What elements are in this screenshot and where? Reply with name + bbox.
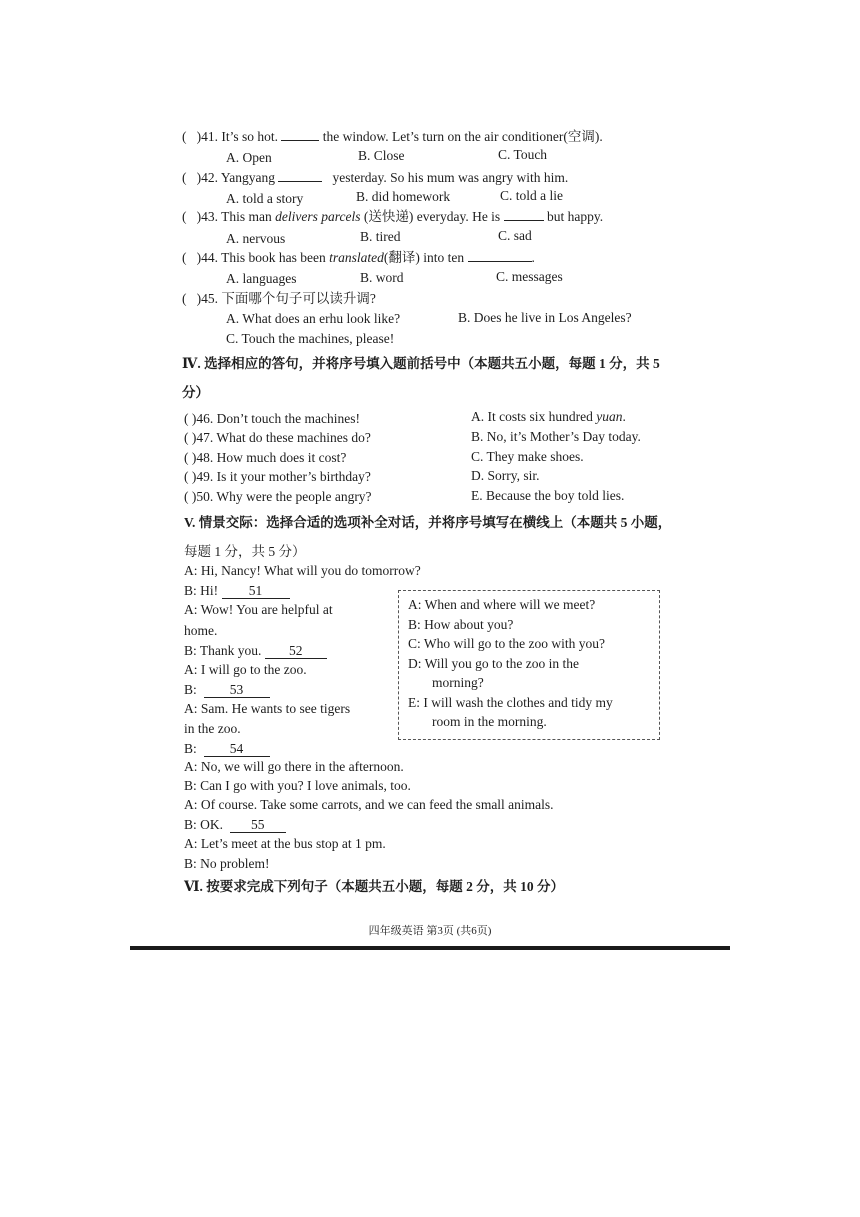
- section-4-title-cont: 分）: [182, 385, 209, 400]
- option-b: B. did homework: [356, 189, 451, 204]
- answer-blank: [281, 128, 319, 141]
- option-b: B. word: [360, 270, 404, 285]
- match-answer-c: C. They make shoes.: [471, 449, 584, 464]
- blank-51: 51: [222, 584, 290, 599]
- option-c: C. Touch: [498, 147, 548, 162]
- blank-53: 53: [204, 683, 270, 698]
- dialog-line-12: B: OK. 55: [184, 816, 286, 834]
- blank-55: 55: [230, 818, 286, 833]
- option-b: B. Close: [358, 148, 405, 163]
- match-answer-e: E. Because the boy told lies.: [471, 488, 625, 503]
- match-question-48: ( )48. How much does it cost?: [184, 450, 347, 465]
- question-45: ( )45. 下面哪个句子可以读升调?: [182, 291, 376, 306]
- box-option-c: C: Who will go to the zoo with you?: [408, 636, 605, 651]
- option-a: A. languages: [226, 271, 297, 286]
- dialog-line-3: A: Wow! You are helpful at: [184, 602, 333, 617]
- section-5-title: V. 情景交际：选择合适的选项补全对话，并将序号填写在横线上（本题共 5 小题，: [184, 515, 672, 530]
- match-question-47: ( )47. What do these machines do?: [184, 430, 371, 445]
- option-c: C. told a lie: [500, 188, 563, 203]
- option-a: A. What does an erhu look like?: [226, 311, 401, 326]
- dialog-line-13: A: Let’s meet at the bus stop at 1 pm.: [184, 836, 386, 851]
- option-c: C. sad: [498, 228, 532, 243]
- option-a: A. nervous: [226, 231, 286, 246]
- box-option-e: E: I will wash the clothes and tidy my: [408, 695, 613, 710]
- match-answer-b: B. No, it’s Mother’s Day today.: [471, 429, 641, 444]
- option-c: C. messages: [496, 269, 563, 284]
- answer-blank: [468, 249, 532, 262]
- match-question-46: ( )46. Don’t touch the machines!: [184, 411, 360, 426]
- match-question-49: ( )49. Is it your mother’s birthday?: [184, 469, 371, 484]
- page-footer: 四年级英语 第3页 (共6页): [368, 925, 492, 937]
- section-5-title-cont: 每题 1 分，共 5 分）: [184, 544, 306, 559]
- question-41: ( )41. It’s so hot. the window. Let’s turn on the air conditioner(空调).: [182, 129, 603, 144]
- dialog-line-2: B: Hi! 51: [184, 582, 290, 600]
- box-option-e-cont: room in the morning.: [432, 714, 547, 729]
- section-4-title: Ⅳ. 选择相应的答句，并将序号填入题前括号中（本题共五小题，每题 1 分，共 5: [182, 356, 660, 371]
- box-option-a: A: When and where will we meet?: [408, 597, 596, 612]
- dialog-line-4: B: Thank you. 52: [184, 642, 327, 660]
- box-option-b: B: How about you?: [408, 617, 514, 632]
- match-question-50: ( )50. Why were the people angry?: [184, 489, 372, 504]
- dialog-line-9: A: No, we will go there in the afternoon.: [184, 759, 404, 774]
- match-answer-a: A. It costs six hundred yuan.: [471, 409, 626, 424]
- page-bottom-rule: [130, 946, 730, 950]
- dialog-line-1: A: Hi, Nancy! What will you do tomorrow?: [184, 563, 421, 578]
- option-a: A. told a story: [226, 191, 304, 206]
- answer-blank: [278, 169, 322, 182]
- option-b: B. tired: [360, 229, 401, 244]
- option-a: A. Open: [226, 150, 272, 165]
- box-option-d-cont: morning?: [432, 675, 484, 690]
- question-42: ( )42. Yangyang yesterday. So his mum was angry with him.: [182, 170, 569, 185]
- dialog-line-10: B: Can I go with you? I love animals, too.: [184, 778, 411, 793]
- dialog-line-7-cont: in the zoo.: [184, 721, 241, 736]
- box-option-d: D: Will you go to the zoo in the: [408, 656, 579, 671]
- dialog-line-8: B: 54: [184, 740, 270, 758]
- dialog-line-6: B: 53: [184, 681, 270, 699]
- match-answer-d: D. Sorry, sir.: [471, 468, 540, 483]
- dialog-line-3-cont: home.: [184, 623, 218, 638]
- dialog-line-5: A: I will go to the zoo.: [184, 662, 307, 677]
- option-c: C. Touch the machines, please!: [226, 331, 395, 346]
- dialog-line-7: A: Sam. He wants to see tigers: [184, 701, 351, 716]
- section-6-title: Ⅵ. 按要求完成下列句子（本题共五小题，每题 2 分，共 10 分）: [184, 879, 565, 894]
- answer-blank: [504, 208, 544, 221]
- option-b: B. Does he live in Los Angeles?: [458, 310, 632, 325]
- blank-52: 52: [265, 644, 327, 659]
- dialog-line-11: A: Of course. Take some carrots, and we can feed the small animals.: [184, 797, 554, 812]
- blank-54: 54: [204, 742, 270, 757]
- question-44: ( )44. This book has been translated(翻译) into ten .: [182, 250, 535, 265]
- dialog-line-14: B: No problem!: [184, 856, 270, 871]
- question-43: ( )43. This man delivers parcels (送快递) everyday. He is but happy.: [182, 209, 604, 224]
